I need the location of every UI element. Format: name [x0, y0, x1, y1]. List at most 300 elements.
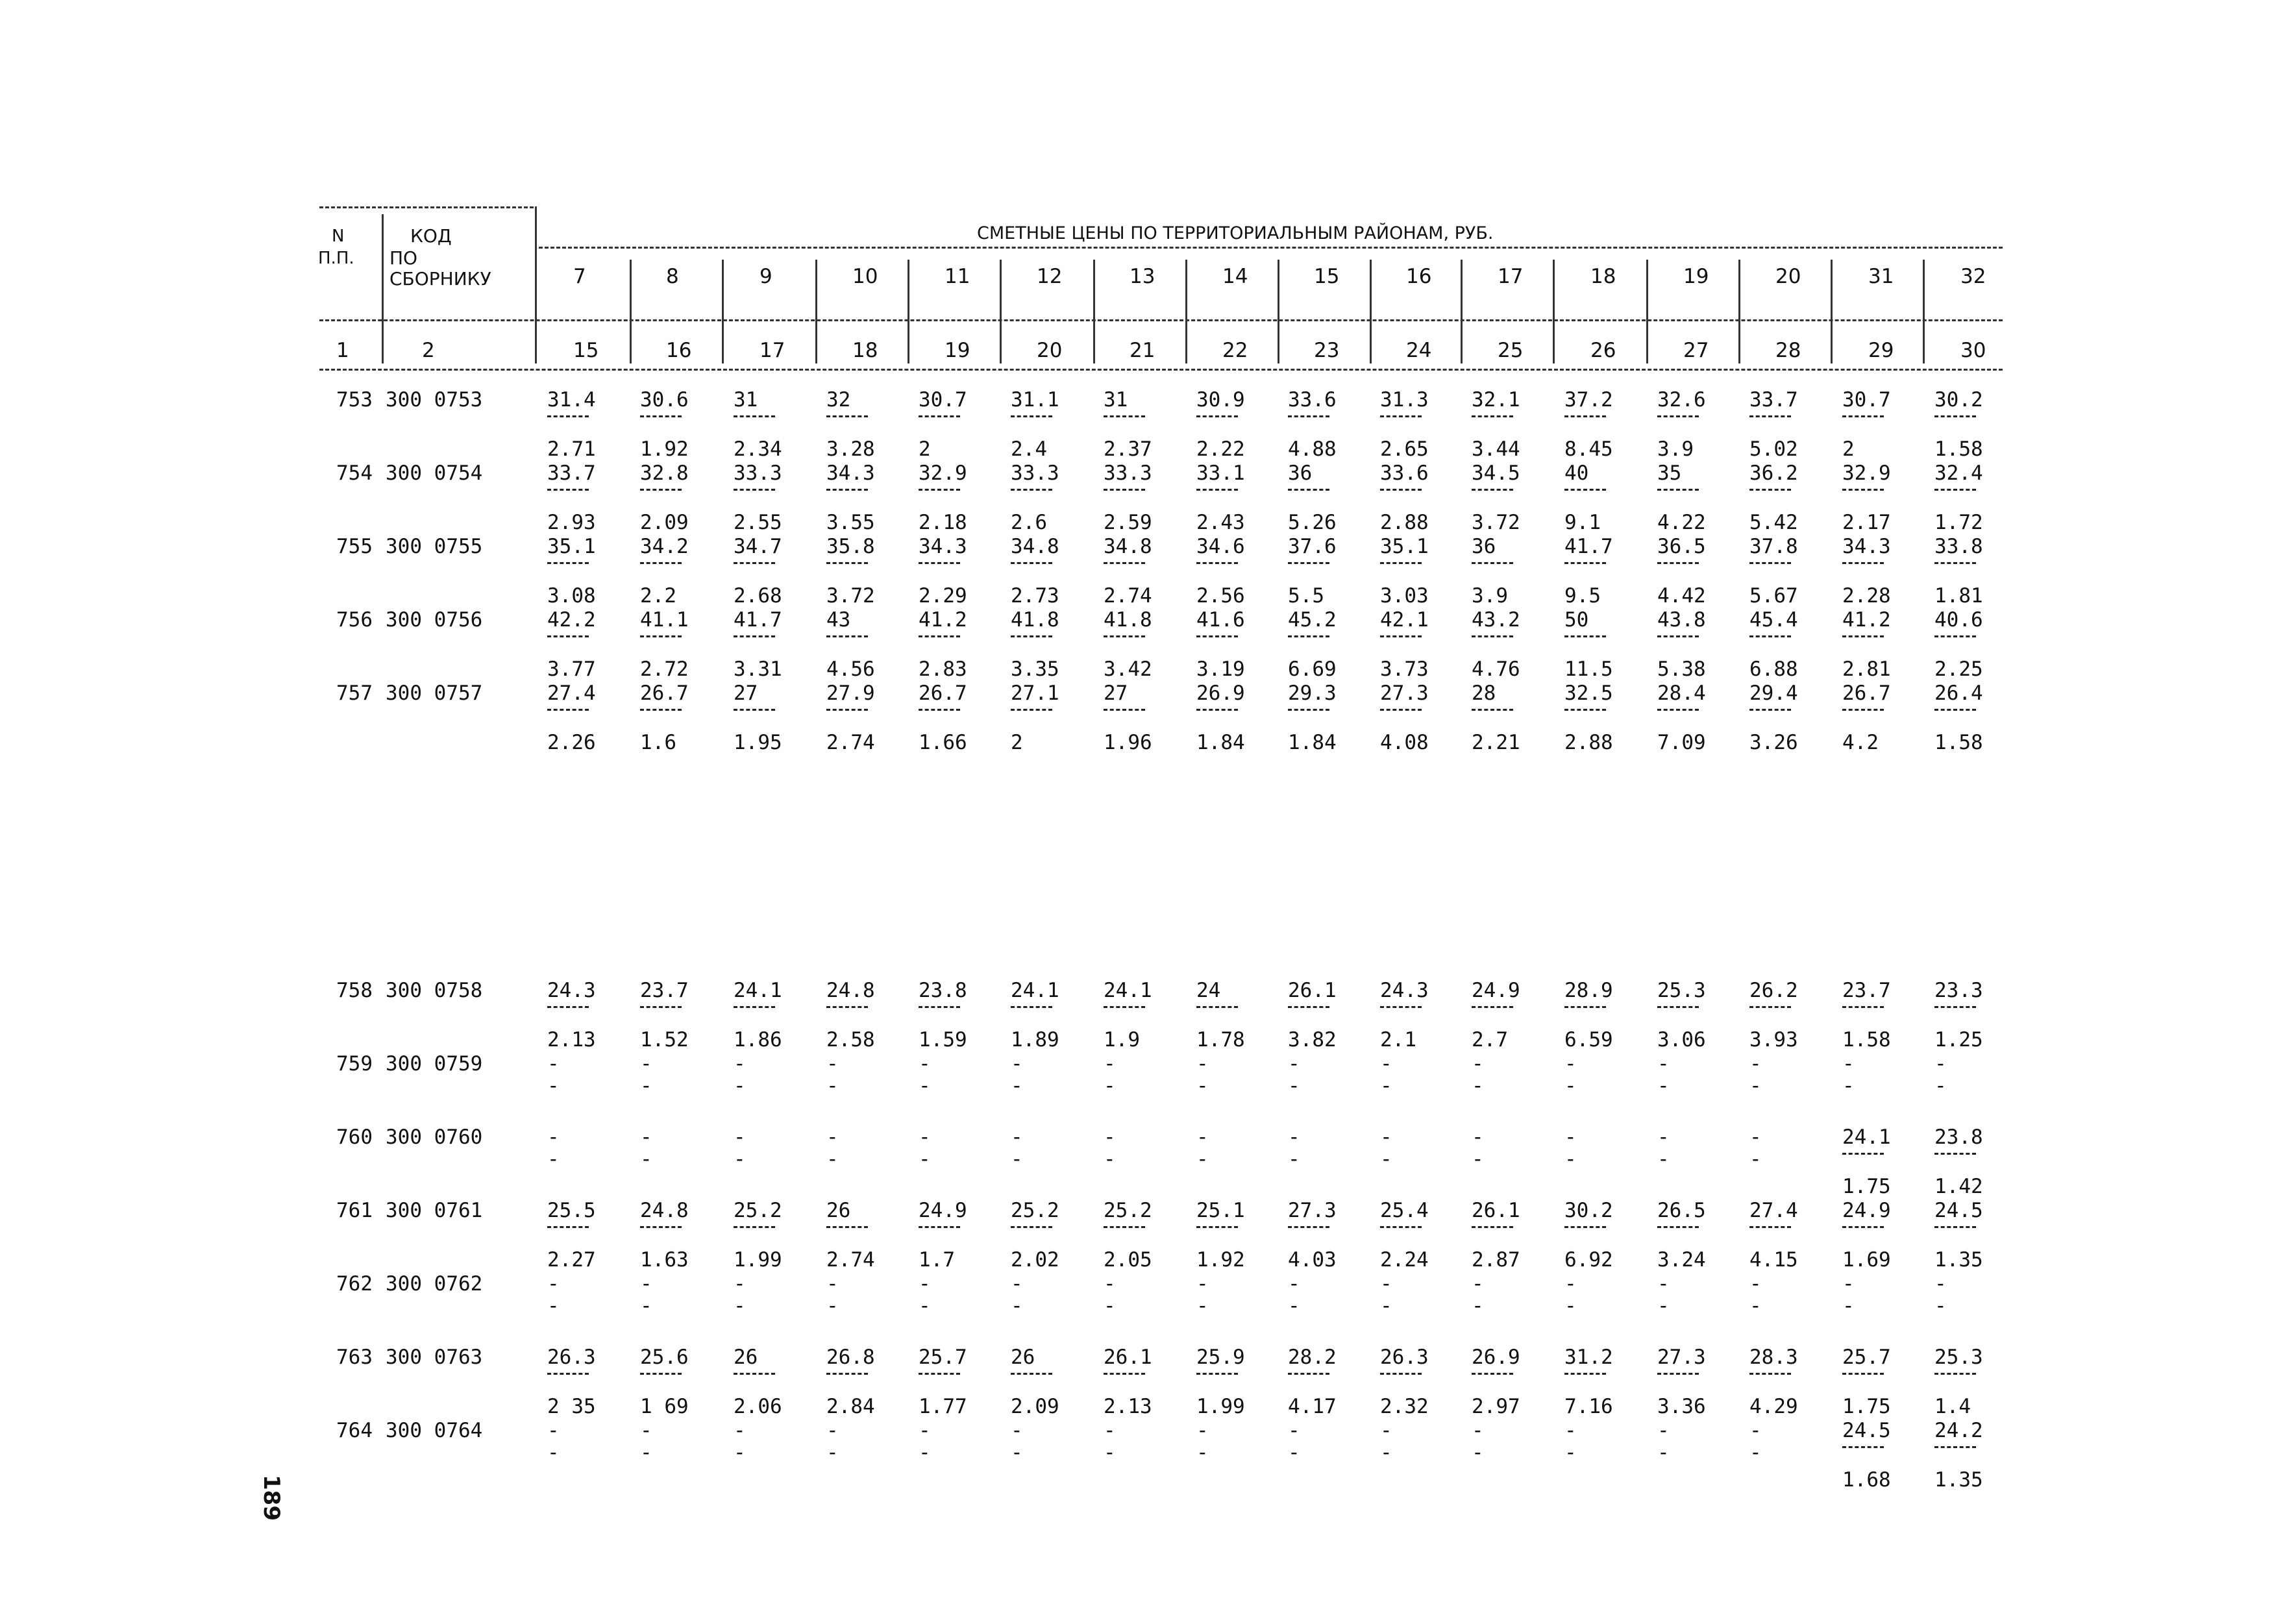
fraction-bar: [1380, 1006, 1422, 1008]
price-value: 26.1: [1472, 1199, 1520, 1222]
fraction-bar: [1104, 489, 1145, 491]
price-subvalue: 2.05: [1104, 1248, 1152, 1272]
price-value: -: [1657, 1126, 1670, 1149]
price-subvalue: -: [547, 1148, 560, 1171]
price-value: 25.6: [640, 1346, 689, 1369]
price-subvalue: 1.99: [734, 1248, 782, 1272]
fraction-bar: [1564, 562, 1606, 564]
price-value: -: [1842, 1272, 1855, 1296]
price-subvalue: 1.58: [1934, 731, 1983, 754]
price-subvalue: 11.5: [1564, 658, 1613, 681]
price-value: -: [919, 1272, 931, 1296]
price-subvalue: -: [1472, 1294, 1484, 1318]
price-subvalue: 6.88: [1749, 658, 1798, 681]
row-code: 300 0754: [386, 461, 483, 485]
price-value: 25.5: [547, 1199, 596, 1222]
fraction-bar: [826, 1373, 868, 1375]
price-subvalue: -: [1472, 1441, 1484, 1464]
price-subvalue: -: [1288, 1441, 1300, 1464]
price-subvalue: 2.2: [640, 584, 676, 608]
fraction-bar: [1934, 635, 1976, 637]
price-subvalue: 1.72: [1934, 511, 1983, 534]
price-value: 41.7: [734, 608, 782, 632]
price-value: 32.5: [1564, 682, 1613, 705]
header-column-divider: [1553, 260, 1555, 363]
column-index: 21: [1130, 339, 1155, 362]
price-value: 27.4: [547, 682, 596, 705]
price-value: 33.3: [1104, 461, 1152, 485]
header-divider-n: [382, 214, 384, 363]
fraction-bar: [640, 1226, 682, 1228]
fraction-bar: [1380, 489, 1422, 491]
district-number: 18: [1590, 265, 1616, 288]
price-value: 28.3: [1749, 1346, 1798, 1369]
header-column-divider: [1185, 260, 1187, 363]
header-column-divider: [630, 260, 632, 363]
fraction-bar: [1472, 1006, 1513, 1008]
price-value: 41.8: [1104, 608, 1152, 632]
header-divider-kod: [535, 206, 537, 363]
price-value: -: [826, 1272, 839, 1296]
price-value: 33.7: [1749, 388, 1798, 412]
fraction-bar: [1472, 635, 1513, 637]
price-value: -: [1196, 1272, 1209, 1296]
price-value: 23.7: [1842, 979, 1891, 1002]
fraction-bar: [1288, 709, 1329, 711]
fraction-bar: [1196, 415, 1238, 417]
price-subvalue: 4.03: [1288, 1248, 1337, 1272]
header-column-divider: [1370, 260, 1372, 363]
price-value: -: [1196, 1052, 1209, 1076]
price-subvalue: -: [1011, 1074, 1023, 1098]
price-value: 34.8: [1104, 535, 1152, 558]
column-index: 24: [1406, 339, 1432, 362]
price-value: -: [1657, 1272, 1670, 1296]
price-subvalue: -: [640, 1074, 652, 1098]
header-column-divider: [815, 260, 817, 363]
fraction-bar: [1011, 1226, 1052, 1228]
price-subvalue: 3.03: [1380, 584, 1429, 608]
price-subvalue: 3.42: [1104, 658, 1152, 681]
price-subvalue: 1.92: [640, 437, 689, 461]
price-subvalue: -: [1104, 1441, 1116, 1464]
price-subvalue: 1.58: [1934, 437, 1983, 461]
fraction-bar: [826, 562, 868, 564]
price-value: 28.4: [1657, 682, 1706, 705]
price-subvalue: 2.83: [919, 658, 967, 681]
price-subvalue: 1.4: [1934, 1395, 1971, 1418]
price-value: 32.9: [919, 461, 967, 485]
price-subvalue: -: [1749, 1441, 1762, 1464]
price-subvalue: -: [1288, 1074, 1300, 1098]
price-subvalue: -: [826, 1441, 839, 1464]
fraction-bar: [1011, 1006, 1052, 1008]
price-value: 35: [1657, 461, 1682, 485]
district-number: 31: [1868, 265, 1894, 288]
price-value: -: [734, 1272, 746, 1296]
price-value: 43.8: [1657, 608, 1706, 632]
price-subvalue: 2.17: [1842, 511, 1891, 534]
price-value: 35.8: [826, 535, 875, 558]
price-value: -: [1011, 1052, 1023, 1076]
fraction-bar: [919, 489, 960, 491]
price-subvalue: -: [1104, 1294, 1116, 1318]
price-value: -: [1104, 1419, 1116, 1442]
price-value: -: [547, 1052, 560, 1076]
fraction-bar: [1011, 1373, 1052, 1375]
price-subvalue: 2.55: [734, 511, 782, 534]
price-subvalue: -: [1749, 1074, 1762, 1098]
price-value: 26.3: [547, 1346, 596, 1369]
fraction-bar: [547, 635, 589, 637]
price-subvalue: 3.31: [734, 658, 782, 681]
price-subvalue: -: [1104, 1074, 1116, 1098]
price-value: 30.6: [640, 388, 689, 412]
price-value: 24.3: [547, 979, 596, 1002]
column-index: 17: [760, 339, 785, 362]
price-value: 34.2: [640, 535, 689, 558]
fraction-bar: [640, 415, 682, 417]
price-value: -: [1749, 1419, 1762, 1442]
price-subvalue: 2.06: [734, 1395, 782, 1418]
price-subvalue: 1.68: [1842, 1468, 1891, 1492]
price-value: -: [1934, 1272, 1947, 1296]
price-value: 25.3: [1934, 1346, 1983, 1369]
price-subvalue: 1.69: [1842, 1248, 1891, 1272]
price-value: 26.9: [1196, 682, 1245, 705]
price-subvalue: 1.86: [734, 1028, 782, 1052]
price-value: 31.4: [547, 388, 596, 412]
price-value: 26.5: [1657, 1199, 1706, 1222]
row-number: 759: [336, 1052, 373, 1076]
fraction-bar: [1934, 1446, 1976, 1448]
price-value: 25.3: [1657, 979, 1706, 1002]
price-subvalue: 1.84: [1288, 731, 1337, 754]
district-number: 9: [760, 265, 772, 288]
price-subvalue: 4.76: [1472, 658, 1520, 681]
price-subvalue: 5.02: [1749, 437, 1798, 461]
fraction-bar: [547, 709, 589, 711]
price-subvalue: 9.1: [1564, 511, 1601, 534]
fraction-bar: [1288, 1373, 1329, 1375]
fraction-bar: [919, 1006, 960, 1008]
price-value: 31.1: [1011, 388, 1059, 412]
price-value: 35.1: [547, 535, 596, 558]
fraction-bar: [826, 635, 868, 637]
price-value: 30.7: [1842, 388, 1891, 412]
price-value: 42.1: [1380, 608, 1429, 632]
fraction-bar: [919, 1373, 960, 1375]
price-subvalue: 2.27: [547, 1248, 596, 1272]
price-subvalue: 1.58: [1842, 1028, 1891, 1052]
price-value: -: [1380, 1052, 1392, 1076]
price-subvalue: -: [919, 1148, 931, 1171]
fraction-bar: [1934, 562, 1976, 564]
fraction-bar: [826, 1006, 868, 1008]
fraction-bar: [1104, 415, 1145, 417]
fraction-bar: [1934, 1373, 1976, 1375]
price-value: -: [1564, 1419, 1577, 1442]
price-subvalue: 1.6: [640, 731, 676, 754]
price-value: -: [1564, 1126, 1577, 1149]
price-subvalue: 2.1: [1380, 1028, 1416, 1052]
price-subvalue: 4.22: [1657, 511, 1706, 534]
price-subvalue: 7.16: [1564, 1395, 1613, 1418]
fraction-bar: [1011, 489, 1052, 491]
price-value: 23.8: [1934, 1126, 1983, 1149]
price-subvalue: 1.35: [1934, 1468, 1983, 1492]
fraction-bar: [640, 709, 682, 711]
fraction-bar: [1934, 489, 1976, 491]
fraction-bar: [1749, 1226, 1791, 1228]
price-value: 27.4: [1749, 1199, 1798, 1222]
fraction-bar: [1011, 562, 1052, 564]
price-subvalue: 3.26: [1749, 731, 1798, 754]
district-number: 12: [1037, 265, 1063, 288]
fraction-bar: [826, 709, 868, 711]
price-value: 26: [1011, 1346, 1035, 1369]
price-value: 24.1: [734, 979, 782, 1002]
price-subvalue: 1.7: [919, 1248, 955, 1272]
price-subvalue: 6.69: [1288, 658, 1337, 681]
price-value: -: [1749, 1126, 1762, 1149]
row-code: 300 0762: [386, 1272, 483, 1296]
fraction-bar: [1380, 635, 1422, 637]
page-number: 189: [258, 1475, 284, 1521]
column-index: 25: [1498, 339, 1524, 362]
sborniku-label: СБОРНИКУ: [389, 268, 491, 289]
price-subvalue: 2.09: [640, 511, 689, 534]
fraction-bar: [1196, 635, 1238, 637]
price-value: -: [734, 1052, 746, 1076]
price-subvalue: -: [640, 1148, 652, 1171]
price-subvalue: 1 69: [640, 1395, 689, 1418]
row-code: 300 0756: [386, 608, 483, 632]
price-value: 27.9: [826, 682, 875, 705]
fraction-bar: [1934, 709, 1976, 711]
fraction-bar: [1380, 1226, 1422, 1228]
price-value: 34.8: [1011, 535, 1059, 558]
column-index: 20: [1037, 339, 1063, 362]
column-index: 28: [1775, 339, 1801, 362]
row-code: 300 0755: [386, 535, 483, 558]
price-value: 45.4: [1749, 608, 1798, 632]
price-subvalue: -: [1104, 1148, 1116, 1171]
header-column-divider: [1831, 260, 1833, 363]
price-value: -: [1657, 1052, 1670, 1076]
price-subvalue: 1.84: [1196, 731, 1245, 754]
fraction-bar: [1104, 709, 1145, 711]
price-value: -: [1934, 1052, 1947, 1076]
fraction-bar: [1196, 1373, 1238, 1375]
price-value: -: [1196, 1126, 1209, 1149]
price-value: -: [1288, 1126, 1300, 1149]
price-value: 24.1: [1011, 979, 1059, 1002]
fraction-bar: [1196, 562, 1238, 564]
price-value: -: [919, 1052, 931, 1076]
price-value: 24.8: [826, 979, 875, 1002]
fraction-bar: [640, 562, 682, 564]
price-subvalue: 2.71: [547, 437, 596, 461]
price-value: 25.2: [1011, 1199, 1059, 1222]
price-subvalue: -: [919, 1441, 931, 1464]
price-subvalue: 2: [1011, 731, 1023, 754]
price-value: 33.8: [1934, 535, 1983, 558]
price-value: 26: [734, 1346, 758, 1369]
price-subvalue: -: [1011, 1294, 1023, 1318]
fraction-bar: [1842, 1006, 1884, 1008]
price-value: -: [1749, 1272, 1762, 1296]
price-value: 28.2: [1288, 1346, 1337, 1369]
price-subvalue: 2.88: [1380, 511, 1429, 534]
price-value: 40: [1564, 461, 1589, 485]
row-code: 300 0760: [386, 1126, 483, 1149]
fraction-bar: [1564, 1226, 1606, 1228]
header-top-rule: [319, 206, 534, 208]
fraction-bar: [1288, 562, 1329, 564]
price-value: 26.1: [1104, 1346, 1152, 1369]
price-value: 25.9: [1196, 1346, 1245, 1369]
price-subvalue: 5.67: [1749, 584, 1798, 608]
fraction-bar: [1842, 709, 1884, 711]
price-subvalue: 3.73: [1380, 658, 1429, 681]
fraction-bar: [1657, 489, 1699, 491]
price-value: 24.9: [1842, 1199, 1891, 1222]
price-value: 35.1: [1380, 535, 1429, 558]
fraction-bar: [1934, 1153, 1976, 1155]
price-value: 34.6: [1196, 535, 1245, 558]
fraction-bar: [1196, 709, 1238, 711]
fraction-bar: [1011, 709, 1052, 711]
district-number: 20: [1775, 265, 1801, 288]
price-value: -: [1564, 1052, 1577, 1076]
price-subvalue: -: [1657, 1148, 1670, 1171]
price-subvalue: 2.13: [1104, 1395, 1152, 1418]
price-value: -: [1011, 1419, 1023, 1442]
fraction-bar: [1564, 1006, 1606, 1008]
pp-label: П.П.: [318, 249, 354, 268]
fraction-bar: [1657, 415, 1699, 417]
fraction-bar: [1472, 1373, 1513, 1375]
price-value: 28: [1472, 682, 1496, 705]
fraction-bar: [1749, 562, 1791, 564]
fraction-bar: [1842, 415, 1884, 417]
price-subvalue: 2.84: [826, 1395, 875, 1418]
price-value: 24.9: [919, 1199, 967, 1222]
price-subvalue: 1.66: [919, 731, 967, 754]
price-subvalue: 1.59: [919, 1028, 967, 1052]
fraction-bar: [1564, 709, 1606, 711]
price-subvalue: -: [1934, 1074, 1947, 1098]
fraction-bar: [1749, 415, 1791, 417]
fraction-bar: [1472, 709, 1513, 711]
column-index: 29: [1868, 339, 1894, 362]
price-value: 34.7: [734, 535, 782, 558]
fraction-bar: [1380, 415, 1422, 417]
price-subvalue: 2.34: [734, 437, 782, 461]
price-subvalue: 2.68: [734, 584, 782, 608]
fraction-bar: [1380, 562, 1422, 564]
price-value: 32.9: [1842, 461, 1891, 485]
price-value: 34.3: [919, 535, 967, 558]
fraction-bar: [1564, 635, 1606, 637]
price-subvalue: 3.44: [1472, 437, 1520, 461]
district-number: 16: [1406, 265, 1432, 288]
price-value: 30.9: [1196, 388, 1245, 412]
fraction-bar: [1934, 1006, 1976, 1008]
price-subvalue: 2.93: [547, 511, 596, 534]
price-subvalue: 5.42: [1749, 511, 1798, 534]
price-value: 26.8: [826, 1346, 875, 1369]
price-subvalue: 2 35: [547, 1395, 596, 1418]
column-index: 22: [1222, 339, 1248, 362]
price-subvalue: -: [1472, 1148, 1484, 1171]
district-number: 19: [1683, 265, 1709, 288]
price-value: 27.3: [1380, 682, 1429, 705]
fraction-bar: [1288, 489, 1329, 491]
price-subvalue: -: [640, 1294, 652, 1318]
price-value: 41.6: [1196, 608, 1245, 632]
price-subvalue: 3.08: [547, 584, 596, 608]
price-value: 33.1: [1196, 461, 1245, 485]
column-index: 30: [1960, 339, 1986, 362]
price-value: -: [1288, 1272, 1300, 1296]
price-value: -: [1842, 1052, 1855, 1076]
price-value: -: [1196, 1419, 1209, 1442]
price-subvalue: 3.9: [1657, 437, 1694, 461]
fraction-bar: [1196, 1006, 1238, 1008]
price-subvalue: 2.4: [1011, 437, 1047, 461]
fraction-bar: [1472, 489, 1513, 491]
fraction-bar: [1196, 1226, 1238, 1228]
header-column-divider: [1461, 260, 1463, 363]
price-subvalue: -: [1564, 1294, 1577, 1318]
price-subvalue: 2.13: [547, 1028, 596, 1052]
price-value: 26.3: [1380, 1346, 1429, 1369]
price-value: 30.2: [1564, 1199, 1613, 1222]
price-subvalue: 1.75: [1842, 1175, 1891, 1198]
price-subvalue: 2.7: [1472, 1028, 1508, 1052]
price-value: 25.7: [1842, 1346, 1891, 1369]
price-subvalue: 2: [919, 437, 931, 461]
price-subvalue: -: [1380, 1294, 1392, 1318]
price-value: 30.2: [1934, 388, 1983, 412]
price-value: 45.2: [1288, 608, 1337, 632]
price-subvalue: -: [1196, 1441, 1209, 1464]
row-number: 758: [336, 979, 373, 1002]
price-subvalue: -: [734, 1074, 746, 1098]
price-value: -: [640, 1052, 652, 1076]
fraction-bar: [547, 1006, 589, 1008]
price-value: 26: [826, 1199, 851, 1222]
fraction-bar: [1011, 415, 1052, 417]
price-subvalue: 2.21: [1472, 731, 1520, 754]
price-value: 37.8: [1749, 535, 1798, 558]
price-value: 43: [826, 608, 851, 632]
price-value: 31: [1104, 388, 1128, 412]
price-subvalue: -: [826, 1294, 839, 1318]
fraction-bar: [547, 489, 589, 491]
fraction-bar: [1657, 1373, 1699, 1375]
price-value: -: [1564, 1272, 1577, 1296]
fraction-bar: [734, 709, 775, 711]
price-subvalue: 4.56: [826, 658, 875, 681]
price-subvalue: 1.75: [1842, 1395, 1891, 1418]
price-subvalue: 6.92: [1564, 1248, 1613, 1272]
price-subvalue: -: [1196, 1148, 1209, 1171]
price-subvalue: 2.22: [1196, 437, 1245, 461]
price-subvalue: 6.59: [1564, 1028, 1613, 1052]
